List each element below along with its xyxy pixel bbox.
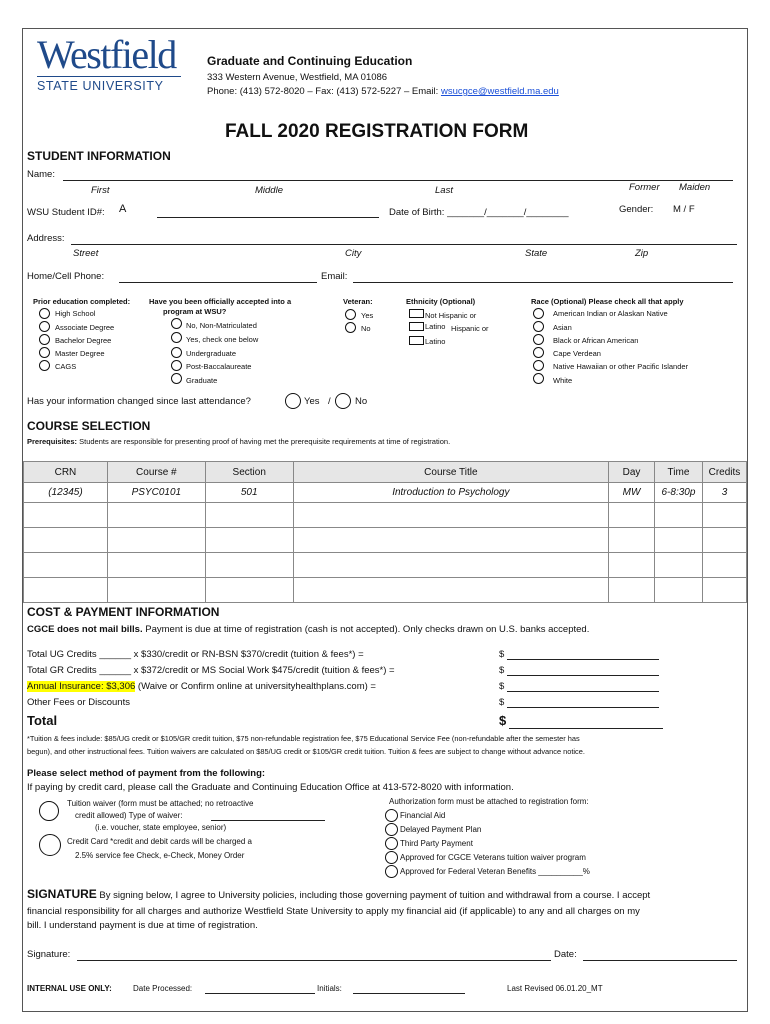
street-caption: Street bbox=[73, 248, 99, 259]
accepted-undergraduate-label: Undergraduate bbox=[186, 349, 237, 358]
crn-header: CRN bbox=[24, 462, 108, 483]
example-day: MW bbox=[609, 483, 655, 503]
race-cape-verdean-checkbox[interactable] bbox=[533, 347, 544, 358]
signature-field[interactable] bbox=[77, 960, 551, 961]
dob-field[interactable]: Date of Birth: _______/_______/________ bbox=[389, 207, 569, 218]
accepted-graduate-label: Graduate bbox=[186, 376, 218, 385]
credit-card-label-2: 2.5% service fee Check, e-Check, Money Order bbox=[75, 851, 245, 860]
ethnicity-not-hispanic-label-2: Latino bbox=[425, 322, 446, 331]
day-header: Day bbox=[609, 462, 655, 483]
race-black-label: Black or African American bbox=[553, 336, 639, 345]
phone-label: Home/Cell Phone: bbox=[27, 271, 105, 282]
fees-footnote-2: begun), and other instructional fees. Tuition waivers are calculated on $85/UG credit or $105/GR credit tuition. Tuition & fees are subject to change without advance notice. bbox=[27, 747, 585, 756]
course-number-header: Course # bbox=[107, 462, 205, 483]
accepted-yes-label: Yes, check one below bbox=[186, 335, 259, 344]
accepted-postbacc-label: Post-Baccalaureate bbox=[186, 362, 252, 371]
course-table bbox=[23, 461, 747, 603]
race-cape-verdean-label: Cape Verdean bbox=[553, 349, 601, 358]
race-white-checkbox[interactable] bbox=[533, 373, 544, 384]
course-title-header: Course Title bbox=[293, 462, 608, 483]
payment-credit-card-note: If paying by credit card, please call the Graduate and Continuing Education Office at 413-572-8020 with information. bbox=[27, 782, 514, 793]
student-id-field[interactable] bbox=[157, 217, 379, 218]
ethnicity-not-hispanic-checkbox[interactable] bbox=[409, 309, 424, 318]
payment-method-title: Please select method of payment from the following: bbox=[27, 768, 266, 779]
registration-form bbox=[22, 28, 748, 1012]
logo-wordmark: Westfield bbox=[37, 32, 176, 77]
middle-name-caption: Middle bbox=[255, 185, 283, 196]
prior-associate-label: Associate Degree bbox=[55, 323, 115, 332]
example-crn: (12345) bbox=[24, 483, 108, 503]
race-american-indian-checkbox[interactable] bbox=[533, 308, 544, 319]
example-time: 6-8:30p bbox=[654, 483, 702, 503]
info-changed-question: Has your information changed since last attendance? bbox=[27, 396, 251, 407]
race-white-label: White bbox=[553, 376, 573, 385]
race-pacific-islander-checkbox[interactable] bbox=[533, 360, 544, 371]
no-mail-bills-notice: CGCE does not mail bills. Payment is due at time of registration (cash is not accepted). Only checks drawn on U.S. banks accepted. bbox=[27, 624, 590, 635]
federal-veteran-radio[interactable] bbox=[385, 865, 398, 878]
address-label: Address: bbox=[27, 233, 65, 244]
accepted-no-label: No, Non-Matriculated bbox=[186, 321, 257, 330]
first-name-caption: First bbox=[91, 185, 110, 196]
example-course-number: PSYC0101 bbox=[107, 483, 205, 503]
cgce-veterans-radio[interactable] bbox=[385, 851, 398, 864]
veteran-yes-radio[interactable] bbox=[345, 309, 356, 320]
city-caption: City bbox=[345, 248, 362, 259]
veteran-no-radio[interactable] bbox=[345, 322, 356, 333]
accepted-no-radio[interactable] bbox=[171, 318, 182, 329]
example-course-title: Introduction to Psychology bbox=[293, 483, 608, 503]
cost-payment-heading: COST & PAYMENT INFORMATION bbox=[27, 605, 220, 619]
tuition-waiver-label-3: (i.e. voucher, state employee, senior) bbox=[95, 823, 227, 832]
info-changed-yes-label: Yes bbox=[304, 396, 320, 407]
email-field[interactable] bbox=[353, 282, 733, 283]
federal-veteran-label: Approved for Federal Veteran Benefits __________% bbox=[400, 867, 590, 876]
insurance-highlight: Annual Insurance: $3,306 bbox=[27, 681, 136, 692]
credit-card-radio[interactable] bbox=[39, 834, 61, 856]
prior-bachelor-label: Bachelor Degree bbox=[55, 336, 112, 345]
accepted-title-1: Have you been officially accepted into a bbox=[149, 297, 292, 306]
time-header: Time bbox=[654, 462, 702, 483]
email-label: Email: bbox=[321, 271, 348, 282]
ethnicity-hispanic-label-1: Hispanic or bbox=[451, 324, 489, 333]
third-party-radio[interactable] bbox=[385, 837, 398, 850]
former-name-caption: Former bbox=[629, 182, 660, 193]
credit-card-label-1: Credit Card *credit and debit cards will be charged a bbox=[67, 837, 252, 846]
date-processed-field[interactable] bbox=[205, 993, 315, 994]
tuition-waiver-label-2: credit allowed) Type of waiver: bbox=[75, 811, 183, 820]
accepted-undergraduate-radio[interactable] bbox=[171, 347, 182, 358]
other-fees-label: Other Fees or Discounts bbox=[27, 697, 130, 708]
state-caption: State bbox=[525, 248, 548, 259]
delayed-payment-radio[interactable] bbox=[385, 823, 398, 836]
race-title: Race (Optional) Please check all that apply bbox=[531, 297, 684, 306]
course-selection-heading: COURSE SELECTION bbox=[27, 419, 151, 433]
prior-master-label: Master Degree bbox=[55, 349, 105, 358]
gr-credits-line[interactable]: Total GR Credits ______ x $372/credit or MS Social Work $475/credit (tuition & fees*) = bbox=[27, 665, 395, 676]
ug-amount-field[interactable] bbox=[507, 659, 659, 660]
signature-paragraph-1: SIGNATURE By signing below, I agree to University policies, including those governing payment of tuition and withdrawal from a course. I accept bbox=[27, 887, 651, 901]
student-id-prefix: A bbox=[119, 203, 127, 215]
prior-cags-radio[interactable] bbox=[39, 360, 50, 371]
prior-bachelor-radio[interactable] bbox=[39, 334, 50, 345]
other-fees-amount-field[interactable] bbox=[507, 707, 659, 708]
waiver-type-field[interactable] bbox=[211, 820, 325, 821]
accepted-postbacc-radio[interactable] bbox=[171, 360, 182, 371]
race-asian-label: Asian bbox=[553, 323, 572, 332]
accepted-title-2: program at WSU? bbox=[163, 307, 227, 316]
total-label: Total bbox=[27, 713, 58, 728]
tuition-waiver-label-1: Tuition waiver (form must be attached; no retroactive bbox=[67, 799, 254, 808]
ug-credits-line[interactable]: Total UG Credits ______ x $330/credit or RN-BSN $370/credit (tuition & fees*) = bbox=[27, 649, 364, 660]
prior-associate-radio[interactable] bbox=[39, 321, 50, 332]
prior-high-school-radio[interactable] bbox=[39, 308, 50, 319]
total-dollar-sign: $ bbox=[499, 713, 507, 728]
accepted-graduate-radio[interactable] bbox=[171, 373, 182, 384]
veteran-yes-label: Yes bbox=[361, 311, 374, 320]
email-link[interactable]: wsucgce@westfield.ma.edu bbox=[440, 86, 559, 97]
signature-label: Signature: bbox=[27, 949, 71, 960]
prior-education-title: Prior education completed: bbox=[33, 297, 131, 306]
date-label: Date: bbox=[554, 949, 577, 960]
course-table-header bbox=[24, 462, 747, 483]
race-pacific-islander-label: Native Hawaiian or other Pacific Islander bbox=[553, 362, 689, 371]
delayed-payment-label: Delayed Payment Plan bbox=[400, 825, 482, 834]
ethnicity-latino-checkbox[interactable] bbox=[409, 336, 424, 345]
date-field[interactable] bbox=[583, 960, 737, 961]
westfield-logo bbox=[37, 32, 187, 101]
prior-master-radio[interactable] bbox=[39, 347, 50, 358]
section-header: Section bbox=[205, 462, 293, 483]
info-changed-yes-radio[interactable] bbox=[285, 393, 301, 409]
other-fees-dollar-sign: $ bbox=[499, 697, 505, 708]
insurance-line: Annual Insurance: $3,306 (Waive or Confirm online at universityhealthplans.com) = bbox=[27, 681, 376, 692]
maiden-name-caption: Maiden bbox=[679, 182, 711, 193]
table-row[interactable] bbox=[24, 528, 747, 553]
financial-aid-radio[interactable] bbox=[385, 809, 398, 822]
insurance-dollar-sign: $ bbox=[499, 681, 505, 692]
race-asian-checkbox[interactable] bbox=[533, 321, 544, 332]
ethnicity-title: Ethnicity (Optional) bbox=[406, 297, 476, 306]
example-credits: 3 bbox=[702, 483, 746, 503]
authorization-title: Authorization form must be attached to registration form: bbox=[389, 797, 589, 806]
cgce-veterans-label: Approved for CGCE Veterans tuition waiver program bbox=[400, 853, 586, 862]
prior-cags-label: CAGS bbox=[55, 362, 77, 371]
office-contact: Phone: (413) 572-8020 – Fax: (413) 572-5227 – Email: wsucgce@westfield.ma.edu bbox=[207, 86, 559, 97]
prior-high-school-label: High School bbox=[55, 309, 96, 318]
zip-caption: Zip bbox=[635, 248, 649, 259]
address-field[interactable] bbox=[71, 244, 737, 245]
race-american-indian-label: American Indian or Alaskan Native bbox=[553, 309, 668, 318]
info-changed-no-label: No bbox=[355, 396, 368, 407]
initials-field[interactable] bbox=[353, 993, 465, 994]
name-label: Name: bbox=[27, 169, 55, 180]
student-id-label: WSU Student ID#: bbox=[27, 207, 105, 218]
accepted-yes-radio[interactable] bbox=[171, 332, 182, 343]
info-changed-slash: / bbox=[328, 396, 331, 407]
credits-header: Credits bbox=[702, 462, 746, 483]
prerequisites-note: Prerequisites: Students are responsible for presenting proof of having met the prerequisite requirements at time of registration. bbox=[27, 437, 451, 446]
example-section: 501 bbox=[205, 483, 293, 503]
info-changed-no-radio[interactable] bbox=[335, 393, 351, 409]
ethnicity-not-hispanic-label-1: Not Hispanic or bbox=[425, 311, 477, 320]
logo-subtitle: STATE UNIVERSITY bbox=[37, 79, 164, 93]
student-info-heading: STUDENT INFORMATION bbox=[27, 149, 171, 163]
phone-field[interactable] bbox=[119, 282, 317, 283]
insurance-amount-field[interactable] bbox=[507, 691, 659, 692]
table-row[interactable] bbox=[24, 503, 747, 528]
total-amount-field[interactable] bbox=[509, 728, 663, 729]
signature-paragraph-2: financial responsibility for all charges and authorize Westfield State University to apply my financial aid (if applicable) to any and all charges on my bbox=[27, 906, 640, 917]
office-name: Graduate and Continuing Education bbox=[207, 54, 413, 68]
name-field[interactable] bbox=[63, 180, 733, 181]
table-row[interactable] bbox=[24, 553, 747, 578]
form-title: FALL 2020 REGISTRATION FORM bbox=[225, 121, 529, 142]
last-revised: Last Revised 06.01.20_MT bbox=[507, 984, 603, 993]
fees-footnote-1: *Tuition & fees include: $85/UG credit or $105/GR credit tuition, $75 non-refundable registration fee, $75 Educational Service Fee (non-refundable after the semester has bbox=[27, 734, 580, 743]
signature-paragraph-3: bill. I understand payment is due at time of registration. bbox=[27, 920, 258, 931]
financial-aid-label: Financial Aid bbox=[400, 811, 446, 820]
date-processed-label: Date Processed: bbox=[133, 984, 193, 993]
gr-amount-field[interactable] bbox=[507, 675, 659, 676]
gender-options[interactable]: M / F bbox=[673, 204, 695, 215]
ethnicity-hispanic-label-2: Latino bbox=[425, 337, 446, 346]
initials-label: Initials: bbox=[317, 984, 342, 993]
table-row bbox=[24, 483, 747, 503]
third-party-label: Third Party Payment bbox=[400, 839, 473, 848]
last-name-caption: Last bbox=[435, 185, 453, 196]
internal-use-label: INTERNAL USE ONLY: bbox=[27, 984, 112, 993]
gr-dollar-sign: $ bbox=[499, 665, 505, 676]
race-black-checkbox[interactable] bbox=[533, 334, 544, 345]
veteran-title: Veteran: bbox=[343, 297, 373, 306]
tuition-waiver-radio[interactable] bbox=[39, 801, 59, 821]
ug-dollar-sign: $ bbox=[499, 649, 505, 660]
ethnicity-hispanic-checkbox[interactable] bbox=[409, 322, 424, 331]
veteran-no-label: No bbox=[361, 324, 371, 333]
table-row[interactable] bbox=[24, 578, 747, 603]
office-address: 333 Western Avenue, Westfield, MA 01086 bbox=[207, 72, 388, 83]
gender-label: Gender: bbox=[619, 204, 654, 215]
